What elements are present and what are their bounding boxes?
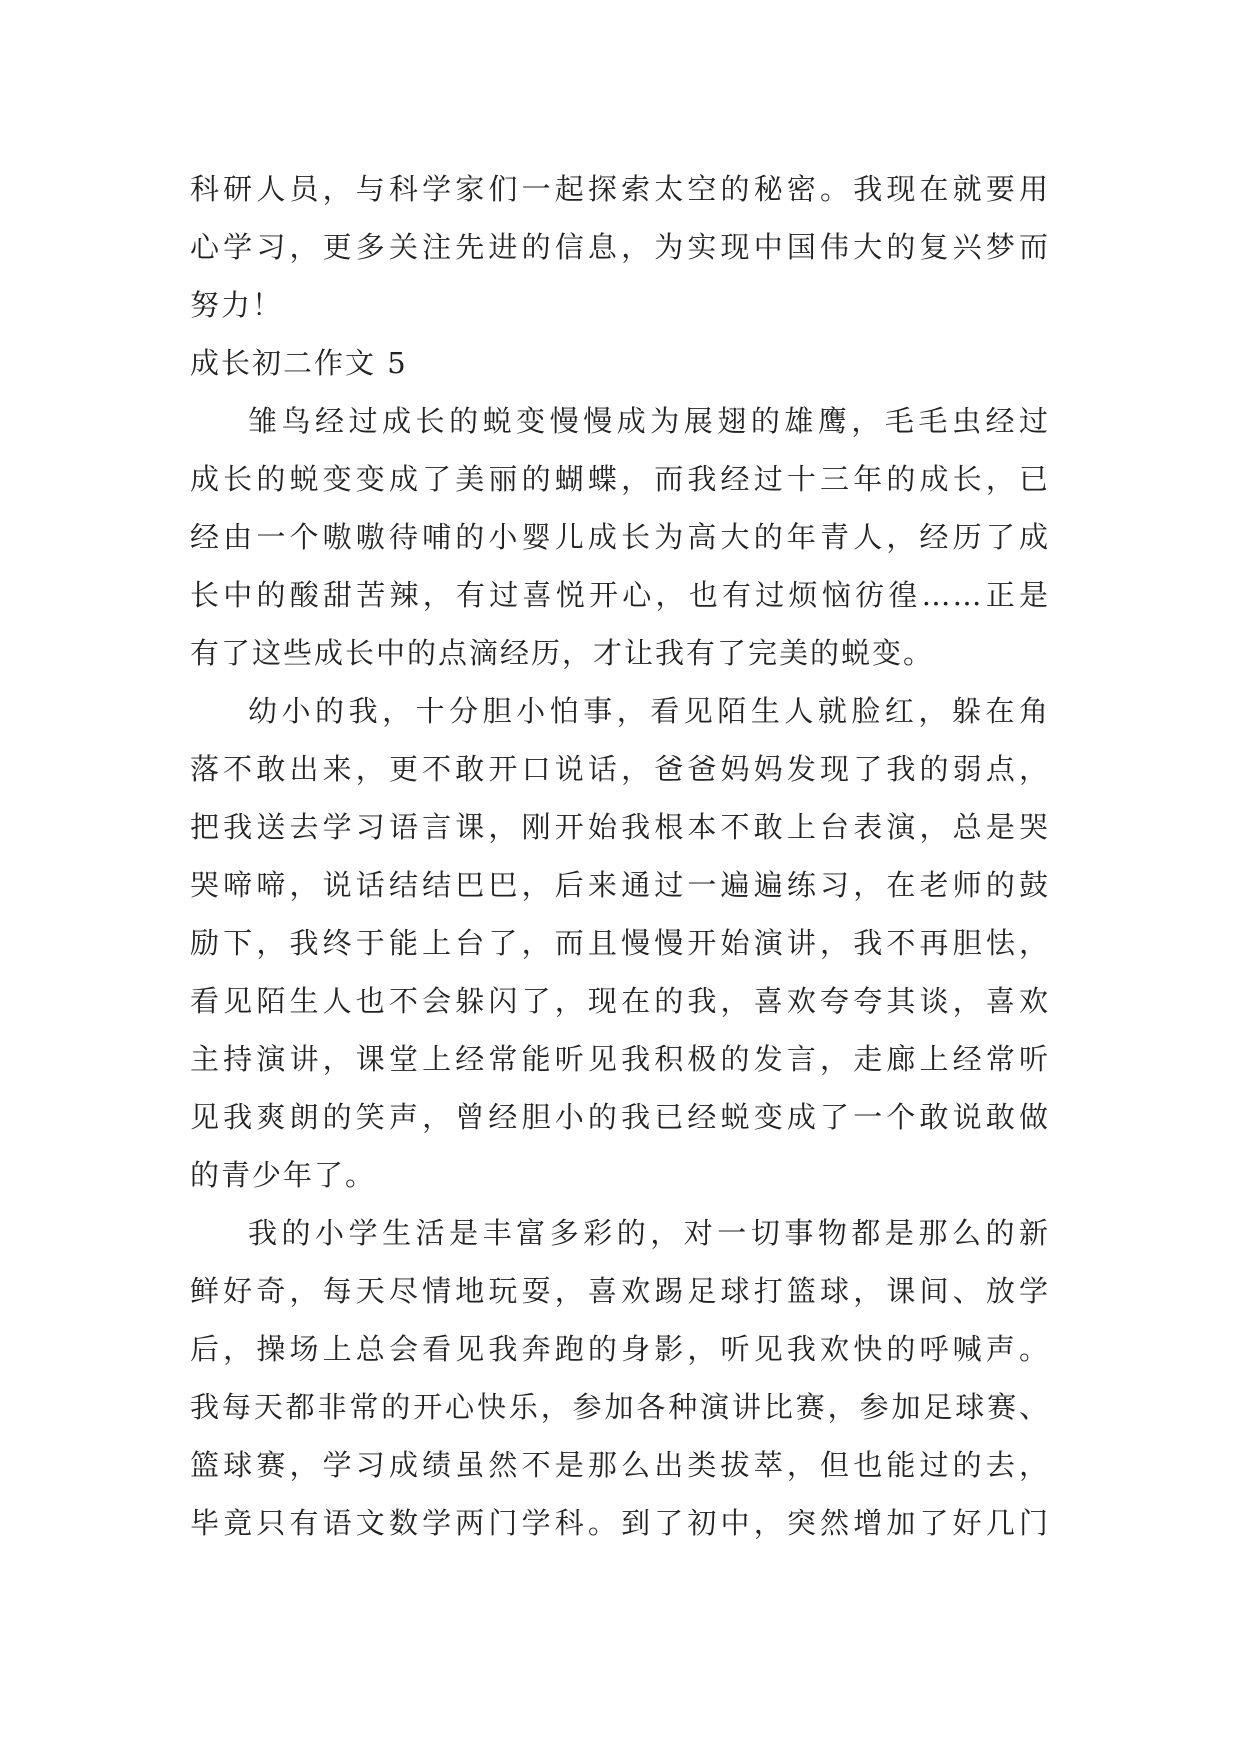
text-line: 毕竟只有语文数学两门学科。到了初中，突然增加了好几门 (190, 1506, 1050, 1540)
text-line: 经由一个嗷嗷待哺的小婴儿成长为高大的年青人，经历了成 (190, 520, 1050, 554)
paragraph-first-line: 雏鸟经过成长的蜕变慢慢成为展翅的雄鹰，毛毛虫经过 (248, 404, 1050, 438)
text-line: 哭啼啼，说话结结巴巴，后来通过一遍遍练习，在老师的鼓 (190, 868, 1050, 902)
essay-text (190, 160, 1050, 1552)
text-line: 篮球赛，学习成绩虽然不是那么出类拔萃，但也能过的去， (190, 1448, 1050, 1482)
text-line: 励下，我终于能上台了，而且慢慢开始演讲，我不再胆怯， (190, 926, 1050, 960)
text-line: 见我爽朗的笑声，曾经胆小的我已经蜕变成了一个敢说敢做 (190, 1100, 1050, 1134)
text-line: 的青少年了。 (190, 1158, 377, 1192)
text-line: 鲜好奇，每天尽情地玩耍，喜欢踢足球打篮球，课间、放学 (190, 1274, 1050, 1308)
text-line: 主持演讲，课堂上经常能听见我积极的发言，走廊上经常听 (190, 1042, 1050, 1076)
paragraph-first-line: 我的小学生活是丰富多彩的，对一切事物都是那么的新 (248, 1216, 1050, 1250)
text-line: 落不敢出来，更不敢开口说话，爸爸妈妈发现了我的弱点， (190, 752, 1050, 786)
text-line: 有了这些成长中的点滴经历，才让我有了完美的蜕变。 (190, 636, 935, 670)
text-line: 长中的酸甜苦辣，有过喜悦开心，也有过烦恼彷徨……正是 (190, 578, 1050, 612)
text-line: 成长的蜕变变成了美丽的蝴蝶，而我经过十三年的成长，已 (190, 462, 1050, 496)
text-line: 我每天都非常的开心快乐，参加各种演讲比赛，参加足球赛、 (190, 1390, 1050, 1424)
paragraph-first-line: 幼小的我，十分胆小怕事，看见陌生人就脸红，躲在角 (248, 694, 1050, 728)
text-line: 看见陌生人也不会躲闪了，现在的我，喜欢夸夸其谈，喜欢 (190, 984, 1050, 1018)
text-line: 努力！ (190, 288, 284, 322)
text-line: 把我送去学习语言课，刚开始我根本不敢上台表演，总是哭 (190, 810, 1050, 844)
text-line: 后，操场上总会看见我奔跑的身影，听见我欢快的呼喊声。 (190, 1332, 1050, 1366)
text-line: 心学习，更多关注先进的信息，为实现中国伟大的复兴梦而 (190, 230, 1050, 264)
section-heading: 成长初二作文 5 (190, 346, 408, 380)
text-line: 科研人员，与科学家们一起探索太空的秘密。我现在就要用 (190, 172, 1050, 206)
